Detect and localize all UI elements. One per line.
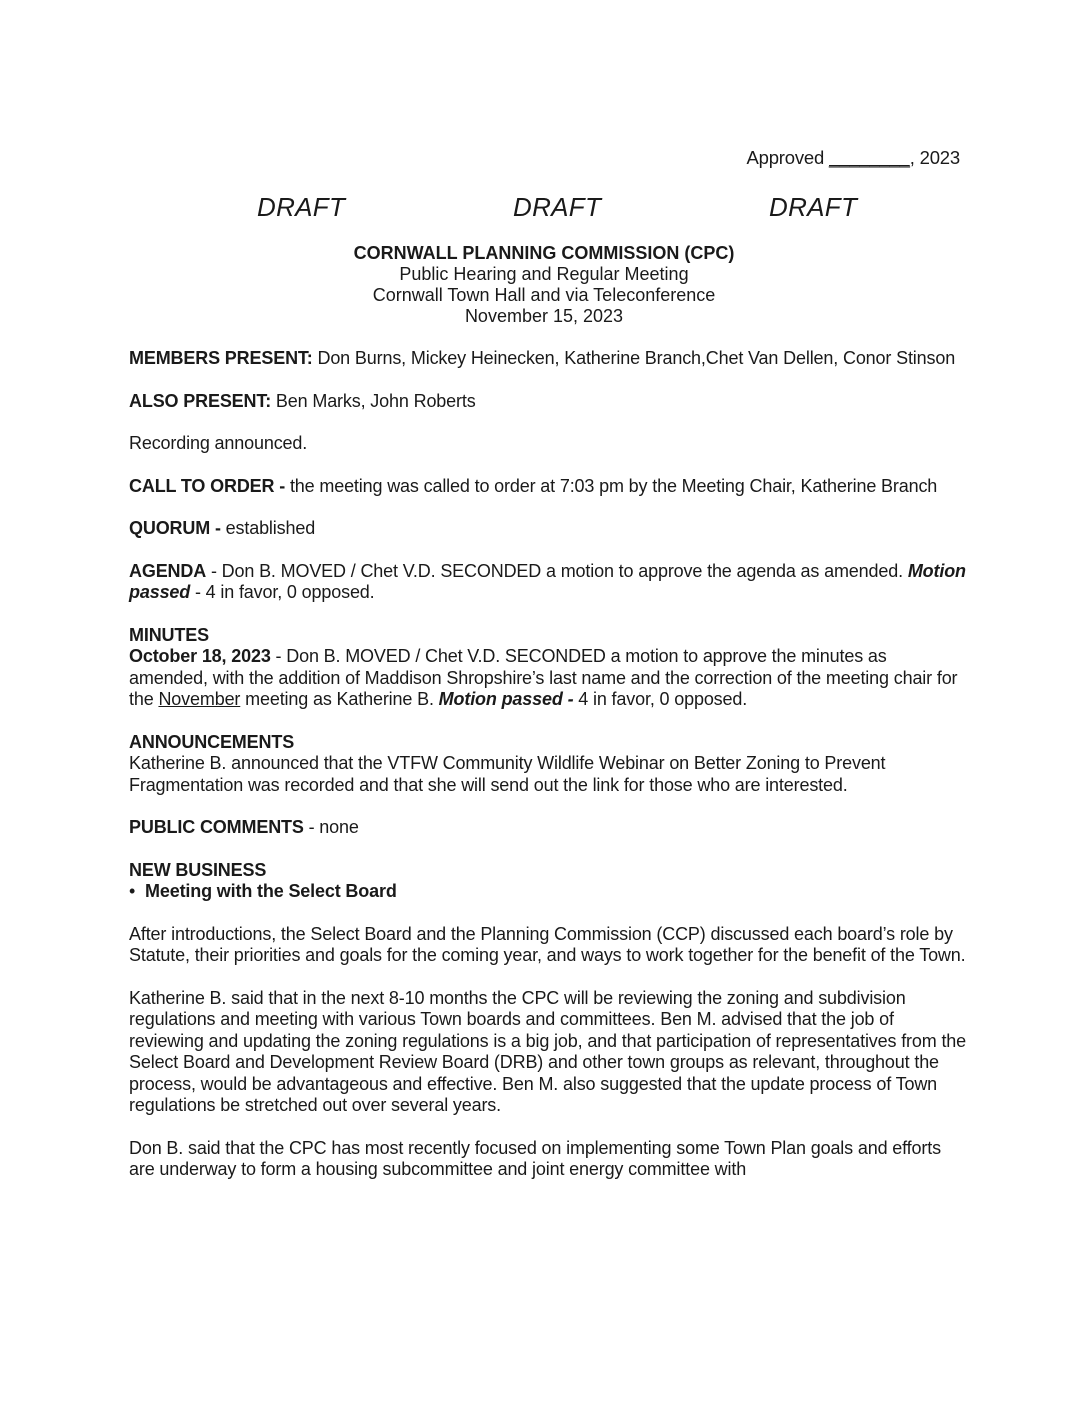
minutes-section (129, 646, 969, 711)
agenda-text: - Don B. MOVED / Chet V.D. SECONDED a motion to approve the agenda as amended. (206, 560, 908, 581)
quorum-section (129, 518, 969, 540)
members-present-section (129, 348, 969, 370)
members-present-label: MEMBERS PRESENT: (129, 348, 313, 368)
approved-year: , 2023 (909, 147, 960, 168)
meeting-type: Public Hearing and Regular Meeting (399, 264, 689, 284)
minutes-text-a: - Don B. MOVED / Chet V.D. SECONDED a motion to approve the minutes as amended, with the addition of Maddison Shropshire’s last name and the correction of the meeting chair for the (129, 646, 958, 709)
new-business-item-title: Meeting with the Select Board (145, 881, 397, 901)
bullet-icon: • (129, 881, 136, 901)
agenda-motion: Motion passed (129, 560, 966, 602)
also-present-section (129, 391, 969, 413)
approved-blank: ________ (829, 147, 910, 168)
also-present-label: ALSO PRESENT: (129, 390, 272, 411)
agenda-result: - 4 in favor, 0 opposed. (190, 582, 375, 602)
meeting-location: Cornwall Town Hall and via Teleconference (372, 285, 716, 305)
new-business-item (129, 881, 969, 903)
also-present-text: Ben Marks, John Roberts (271, 390, 476, 411)
minutes-date: October 18, 2023 (129, 646, 271, 666)
draft-watermarks (0, 192, 1088, 228)
quorum-text: established (220, 518, 316, 538)
minutes-text-b: meeting as Katherine B. (240, 689, 439, 709)
public-comments-section (129, 817, 969, 839)
minutes-underlined: November (158, 689, 241, 709)
new-business-paragraph-2: Katherine B. said that in the next 8-10 months the CPC will be reviewing the zoning and subdivision regulations and meeting with various Town boards and committees. Ben M. advised that the job of reviewing and updating the zoning regulations is a big job, and that participation of representatives from the Select Board and Development Review Board (DRB) and other town groups as relevant, throughout the process, would be advantageous and effective. Ben M. also suggested that the update process of Town regulations be stretched out over several years. (129, 987, 967, 1115)
approval-line (746, 147, 960, 169)
document-header (0, 243, 1088, 327)
recording-note: Recording announced. (129, 433, 308, 453)
minutes-body (129, 348, 969, 1202)
members-present-text: Don Burns, Mickey Heinecken, Katherine Branch,Chet Van Dellen, Conor Stinson (312, 348, 956, 368)
quorum-label: QUORUM - (129, 518, 221, 538)
announcements-text: Katherine B. announced that the VTFW Community Wildlife Webinar on Better Zoning to Prevent Fragmentation was recorded and that she will send out the link for those who are interested. (129, 753, 886, 795)
announcements-heading: ANNOUNCEMENTS (129, 731, 295, 752)
new-business-paragraph-3: Don B. said that the CPC has most recently focused on implementing some Town Plan goals and efforts are underway to form a housing subcommittee and joint energy committee with (129, 1137, 941, 1179)
minutes-motion: Motion passed - (438, 689, 574, 709)
agenda-label: AGENDA (129, 560, 207, 581)
approved-label: Approved (746, 147, 825, 168)
org-title: CORNWALL PLANNING COMMISSION (CPC) (353, 243, 735, 263)
call-to-order-text: the meeting was called to order at 7:03 pm by the Meeting Chair, Katherine Branch (285, 475, 938, 496)
public-comments-text: - none (303, 817, 359, 837)
call-to-order-section (129, 476, 969, 498)
minutes-heading: MINUTES (129, 624, 209, 645)
meeting-date: November 15, 2023 (464, 306, 624, 326)
agenda-section (129, 561, 969, 604)
draft-label-center: DRAFT (513, 192, 602, 222)
draft-label-left: DRAFT (257, 192, 346, 222)
minutes-result: 4 in favor, 0 opposed. (573, 689, 748, 709)
call-to-order-label: CALL TO ORDER - (129, 475, 286, 496)
new-business-heading: NEW BUSINESS (129, 859, 267, 880)
new-business-paragraph-1: After introductions, the Select Board and the Planning Commission (CCP) discussed each board’s role by Statute, their priorities and goals for the coming year, and ways to work together for the benefit of the Town. (129, 923, 966, 965)
public-comments-label: PUBLIC COMMENTS (129, 817, 304, 837)
draft-label-right: DRAFT (769, 192, 858, 222)
